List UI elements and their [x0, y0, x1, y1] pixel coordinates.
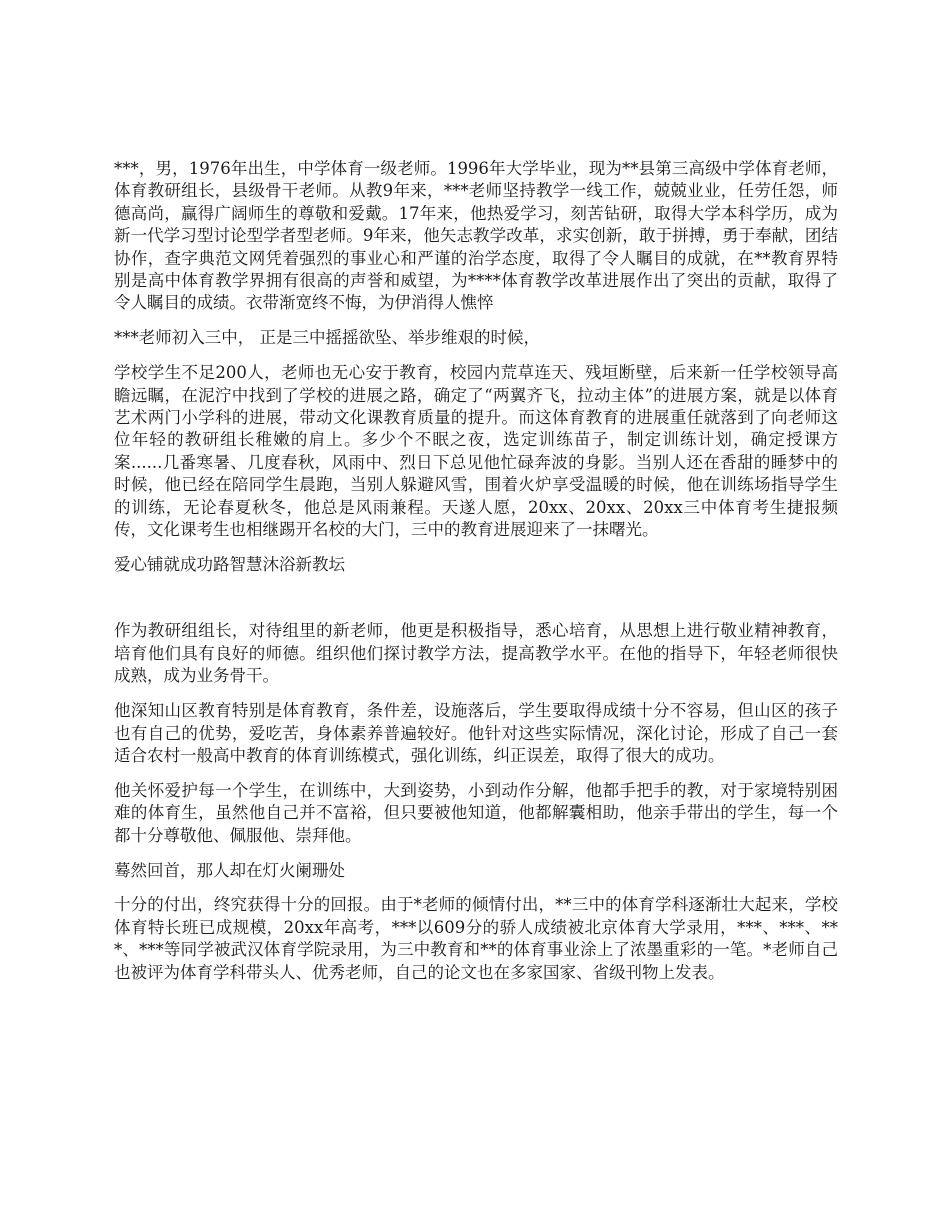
- document-body: [114, 158, 838, 997]
- paragraph-training-model: 他深知山区教育特别是体育教育，条件差，设施落后，学生要取得成绩十分不容易，但山区的孩子也有自己的优势，爱吃苦，身体素养普遍较好。他针对这些实际情况，深化讨论，形成了自己一套适合农村一般高中教育的体育训练模式，强化训练，纠正误差，取得了很大的成功。: [114, 701, 838, 765]
- paragraph-caring-students: 他关怀爱护每一个学生，在训练中，大到姿势，小到动作分解，他都手把手的教，对于家境特别困难的体育生，虽然他自己并不富裕，但只要被他知道，他都解囊相助，他亲手带出的学生，每一个都十分尊敬他、佩服他、崇拜他。: [114, 780, 838, 845]
- paragraph-intro: ***，男，1976年出生，中学体育一级老师。1996年大学毕业，现为**县第三高级中学体育老师，体育教研组长，县级骨干老师。从教9年来，***老师坚持教学一线工作，兢兢业业，任劳任怨，师德高尚，赢得广阔师生的尊敬和爱戴。17年来，他热爱学习，刻苦钻研，取得大学本科学历，成为新一代学习型讨论型学者型老师。9年来，他矢志教学改革，求实创新，敢于拼搏，勇于奉献，团结协作，查字典范文网凭着强烈的事业心和严谨的治学态度，取得了令人瞩目的成就，在**教育界特别是高中体育教学界拥有很高的声誉和威望，为****体育教学改革进展作出了突出的贡献，取得了令人瞩目的成绩。衣带渐宽终不悔，为伊消得人憔悴: [114, 159, 838, 313]
- section-heading-lookback: 蓦然回首，那人却在灯火阑珊处: [114, 860, 345, 880]
- section-heading-love: 爱心铺就成功路智慧沐浴新教坛: [114, 555, 345, 574]
- paragraph-results: 十分的付出，终究获得十分的回报。由于*老师的倾情付出，**三中的体育学科逐渐壮大起来，学校体育特长班已成规模，20xx年高考，***以609分的骄人成绩被北京体育大学录用，***、***、***、***等同学被武汉体育学院录用，为三中教育和**的体育事业涂上了浓墨重彩的一笔。*老师自己也被评为体育学科带头人、优秀老师，自己的论文也在多家国家、省级刊物上发表。: [114, 895, 838, 982]
- paragraph-arrival: ***老师初入三中， 正是三中摇摇欲坠、举步维艰的时候，: [114, 328, 540, 348]
- paragraph-school-situation: 学校学生不足200人，老师也无心安于教育，校园内荒草连天、残垣断壁，后来新一任学校领导高瞻远瞩，在泥泞中找到了学校的进展之路，确定了“两翼齐飞，拉动主体”的进展方案，就是以体育艺术两门小学科的进展，带动文化课教育质量的提升。而这体育教育的进展重任就落到了向老师这位年轻的教研组长稚嫩的肩上。多少个不眠之夜，选定训练苗子，制定训练计划，确定授课方案......几番寒暑、几度春秋，风雨中、烈日下总见他忙碌奔波的身影。当别人还在香甜的睡梦中的时候，他已经在陪同学生晨跑，当别人躲避风雪，围着火炉享受温暖的时候，他在训练场指导学生的训练，无论春夏秋冬，他总是风雨兼程。天遂人愿，20xx、20xx、20xx三中体育考生捷报频传，文化课考生也相继踢开名校的大门，三中的教育进展迎来了一抹曙光。: [114, 363, 838, 540]
- paragraph-mentoring: 作为教研组组长，对待组里的新老师，他更是积极指导，悉心培育，从思想上进行敬业精神教育，培育他们具有良好的师德。组织他们探讨教学方法，提高教学水平。在他的指导下，年轻老师很快成熟，成为业务骨干。: [114, 621, 838, 686]
